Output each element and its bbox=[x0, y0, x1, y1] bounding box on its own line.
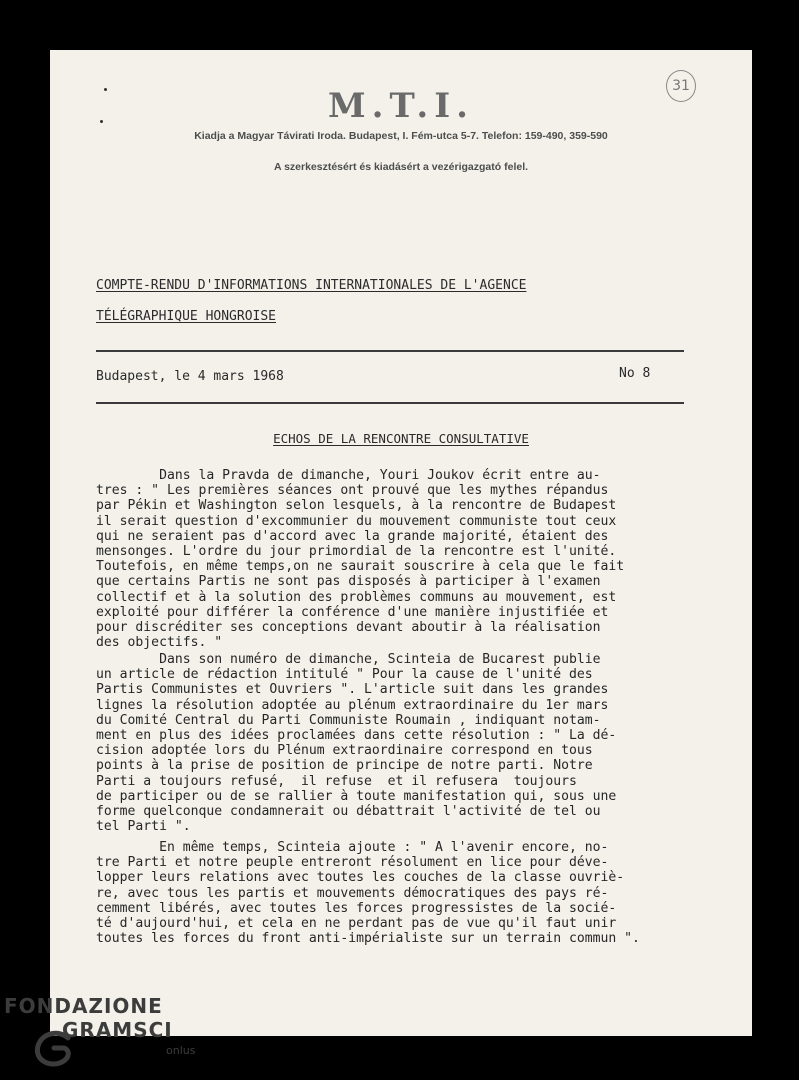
watermark-line-2: GRAMSCI bbox=[62, 1018, 173, 1042]
text-line: mensonges. L'ordre du jour primordial de la rencontre est l'unité. bbox=[96, 544, 617, 560]
divider-top bbox=[96, 350, 684, 352]
text-line: Partis Communistes et Ouvriers ". L'article suit dans les grandes bbox=[96, 682, 609, 698]
text-line: points à la prise de position de principe de notre parti. Notre bbox=[96, 758, 593, 774]
text-line: de participer ou de se rallier à toute manifestation qui, sous une bbox=[96, 788, 617, 804]
text-line: des objectifs. " bbox=[96, 635, 223, 651]
text-line: Toutefois, en même temps,on ne saurait souscrire à cela que le fait bbox=[96, 559, 625, 575]
paragraph-scinteia bbox=[96, 652, 716, 834]
issue-number: No 8 bbox=[619, 366, 651, 381]
section-heading: ECHOS DE LA RENCONTRE CONSULTATIVE bbox=[273, 431, 529, 446]
paragraph-scinteia-continued bbox=[96, 840, 716, 946]
text-line: lopper leurs relations avec toutes les couches de la classe ouvriè- bbox=[96, 870, 625, 886]
text-line: lignes la résolution adoptée au plénum extraordinaire du 1er mars bbox=[96, 697, 609, 713]
text-line: En même temps, Scinteia ajoute : " A l'avenir encore, no- bbox=[96, 840, 609, 855]
text-line: tel Parti ". bbox=[96, 819, 191, 835]
text-line: cision adoptée lors du Plénum extraordinaire correspond en tous bbox=[96, 743, 593, 759]
watermark-line-3: onlus bbox=[166, 1044, 196, 1057]
text-line: du Comité Central du Parti Communiste Roumain , indiquant notam- bbox=[96, 712, 601, 728]
text-line: tres : " Les premières séances ont prouvé que les mythes répandus bbox=[96, 483, 609, 499]
text-line: toutes les forces du front anti-impérialiste sur un terrain commun ". bbox=[96, 931, 640, 947]
text-line: re, avec tous les partis et mouvements démocratiques des pays ré- bbox=[96, 885, 609, 901]
text-line: exploité pour différer la conférence d'une manière injustifiée et bbox=[96, 604, 609, 620]
text-line: Dans la Pravda de dimanche, Youri Joukov écrit entre au- bbox=[96, 468, 601, 483]
text-line: té d'aujourd'hui, et cela en ne perdant pas de vue qu'il faut unir bbox=[96, 916, 617, 932]
mti-logo: M.T.I. bbox=[328, 86, 474, 126]
text-line: Dans son numéro de dimanche, Scinteia de Bucarest publie bbox=[96, 652, 601, 667]
text-line: que certains Partis ne sont pas disposés à participer à l'examen bbox=[96, 574, 601, 590]
text-line: pour discréditer ses conceptions devant aboutir à la réalisation bbox=[96, 620, 601, 636]
text-line: tre Parti et notre peuple entreront résolument en lice pour déve- bbox=[96, 855, 609, 871]
text-line: par Pékin et Washington selon lesquels, à la rencontre de Budapest bbox=[96, 498, 617, 514]
document-title-line-1: COMPTE-RENDU D'INFORMATIONS INTERNATIONALES DE L'AGENCE bbox=[96, 278, 527, 293]
text-line: ment en plus des idées proclamées dans cette résolution : " La dé- bbox=[96, 728, 617, 744]
publisher-address: Kiadja a Magyar Távirati Iroda. Budapest, I. Fém-utca 5-7. Telefon: 159-490, 359-590 bbox=[194, 130, 608, 142]
archive-number-stamp: 31 bbox=[666, 70, 696, 102]
text-line: forme quelconque condamnerait ou débattrait l'activité de tel ou bbox=[96, 804, 601, 820]
text-line: il serait question d'excommunier du mouvement communiste tout ceux bbox=[96, 513, 617, 529]
document-page bbox=[50, 50, 752, 1036]
editorial-responsibility: A szerkesztésért és kiadásért a vezérigazgató felel. bbox=[273, 161, 529, 173]
divider-bottom bbox=[96, 402, 684, 404]
text-line: Parti a toujours refusé, il refuse et il refusera toujours bbox=[96, 773, 577, 789]
text-line: un article de rédaction intitulé " Pour la cause de l'unité des bbox=[96, 667, 593, 683]
document-title-line-2: TÉLÉGRAPHIQUE HONGROISE bbox=[96, 309, 277, 324]
archive-watermark bbox=[4, 994, 163, 1018]
dateline: Budapest, le 4 mars 1968 bbox=[96, 369, 284, 384]
text-line: collectif et à la solution des problèmes communs au mouvement, est bbox=[96, 589, 617, 605]
text-line: qui ne seraient pas d'accord avec la grande majorité, étaient des bbox=[96, 528, 609, 544]
paragraph-pravda bbox=[96, 468, 716, 650]
watermark-line-1: FONDAZIONE bbox=[4, 994, 163, 1018]
text-line: cemment libérés, avec toutes les forces progressistes de la socié- bbox=[96, 900, 617, 916]
